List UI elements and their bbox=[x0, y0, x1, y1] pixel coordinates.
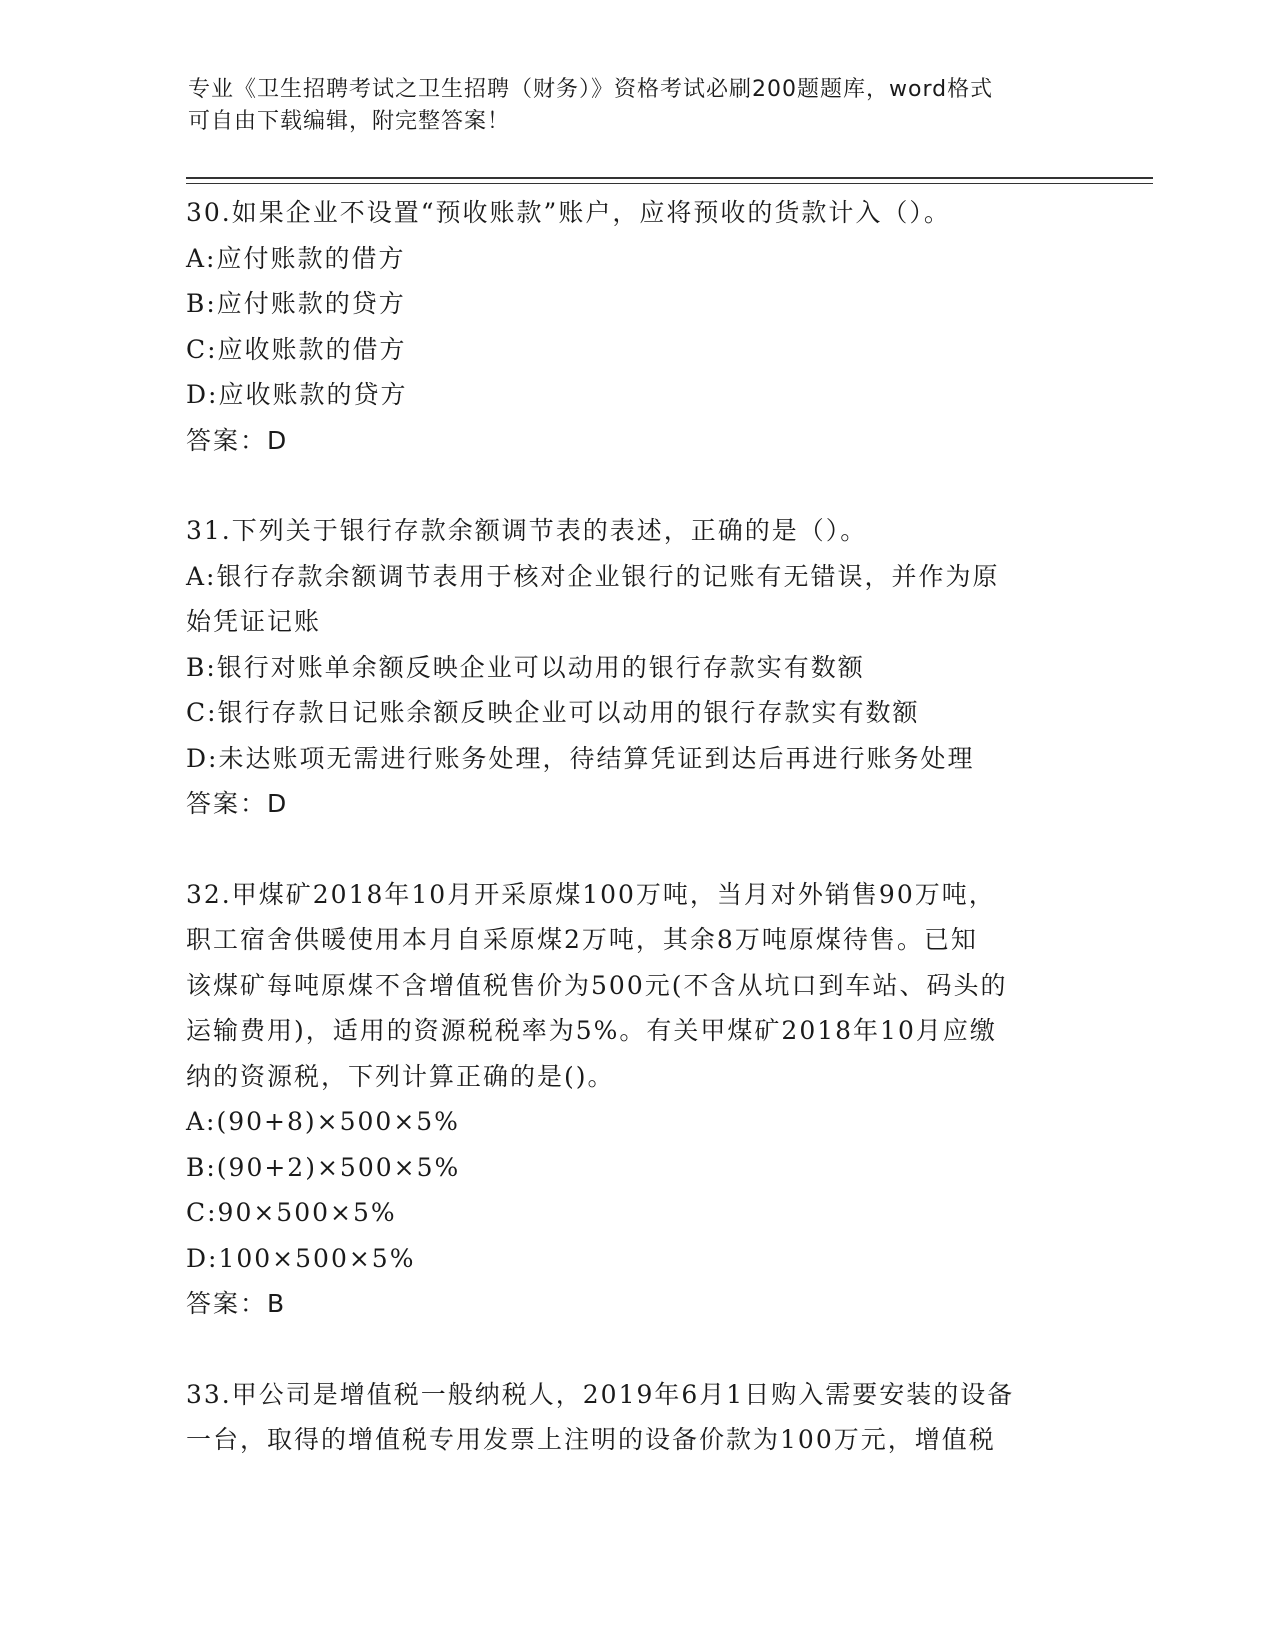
question-option: A:银行存款余额调节表用于核对企业银行的记账有无错误，并作为原 bbox=[186, 561, 1000, 591]
question-stem-line: 一台，取得的增值税专用发票上注明的设备价款为100万元，增值税 bbox=[186, 1425, 996, 1454]
question-answer: 答案：B bbox=[186, 1289, 287, 1318]
question-option: D:未达账项无需进行账务处理，待结算凭证到达后再进行账务处理 bbox=[186, 743, 975, 773]
question-block bbox=[186, 508, 1086, 827]
header-divider-thin bbox=[186, 183, 1153, 184]
question-block bbox=[186, 872, 1086, 1327]
header-line-2: 可自由下载编辑，附完整答案！ bbox=[188, 109, 511, 134]
question-stem-line: 32.甲煤矿2018年10月开采原煤100万吨，当月对外销售90万吨， bbox=[186, 879, 996, 909]
question-stem-line: 职工宿舍供暖使用本月自采原煤2万吨，其余8万吨原煤待售。已知 bbox=[186, 925, 978, 954]
question-stem-line: 该煤矿每吨原煤不含增值税售价为500元(不含从坑口到车站、码头的 bbox=[186, 970, 1008, 1000]
question-block bbox=[186, 1372, 1086, 1463]
question-list bbox=[186, 190, 1086, 1508]
question-option: B:应付账款的贷方 bbox=[186, 289, 406, 318]
question-option: A:(90+8)×500×5% bbox=[186, 1107, 460, 1136]
question-option: C:90×500×5% bbox=[186, 1198, 397, 1227]
question-answer: 答案：D bbox=[186, 425, 289, 455]
question-option: 始凭证记账 bbox=[186, 607, 322, 636]
question-option: B:(90+2)×500×5% bbox=[186, 1152, 461, 1182]
question-stem-line: 运输费用)，适用的资源税税率为5%。有关甲煤矿2018年10月应缴 bbox=[186, 1016, 997, 1045]
question-answer: 答案：D bbox=[186, 789, 289, 818]
question-option: D:100×500×5% bbox=[186, 1243, 416, 1273]
question-stem-line: 30.如果企业不设置“预收账款”账户，应将预收的货款计入（）。 bbox=[186, 198, 951, 227]
question-option: D:应收账款的贷方 bbox=[186, 380, 408, 409]
question-option: A:应付账款的借方 bbox=[186, 243, 406, 273]
header-divider-thick bbox=[186, 177, 1153, 179]
question-stem-line: 纳的资源税，下列计算正确的是()。 bbox=[186, 1061, 615, 1091]
question-stem-line: 33.甲公司是增值税一般纳税人，2019年6月1日购入需要安装的设备 bbox=[186, 1379, 1015, 1409]
question-stem-line: 31.下列关于银行存款余额调节表的表述，正确的是（）。 bbox=[186, 516, 868, 545]
question-option: C:应收账款的借方 bbox=[186, 334, 407, 364]
question-option: C:银行存款日记账余额反映企业可以动用的银行存款实有数额 bbox=[186, 698, 920, 727]
question-block bbox=[186, 190, 1086, 463]
document-header bbox=[188, 74, 1088, 138]
header-line-1: 专业《卫生招聘考试之卫生招聘（财务）》资格考试必刷200题题库，word格式 bbox=[188, 77, 994, 102]
question-option: B:银行对账单余额反映企业可以动用的银行存款实有数额 bbox=[186, 652, 865, 682]
